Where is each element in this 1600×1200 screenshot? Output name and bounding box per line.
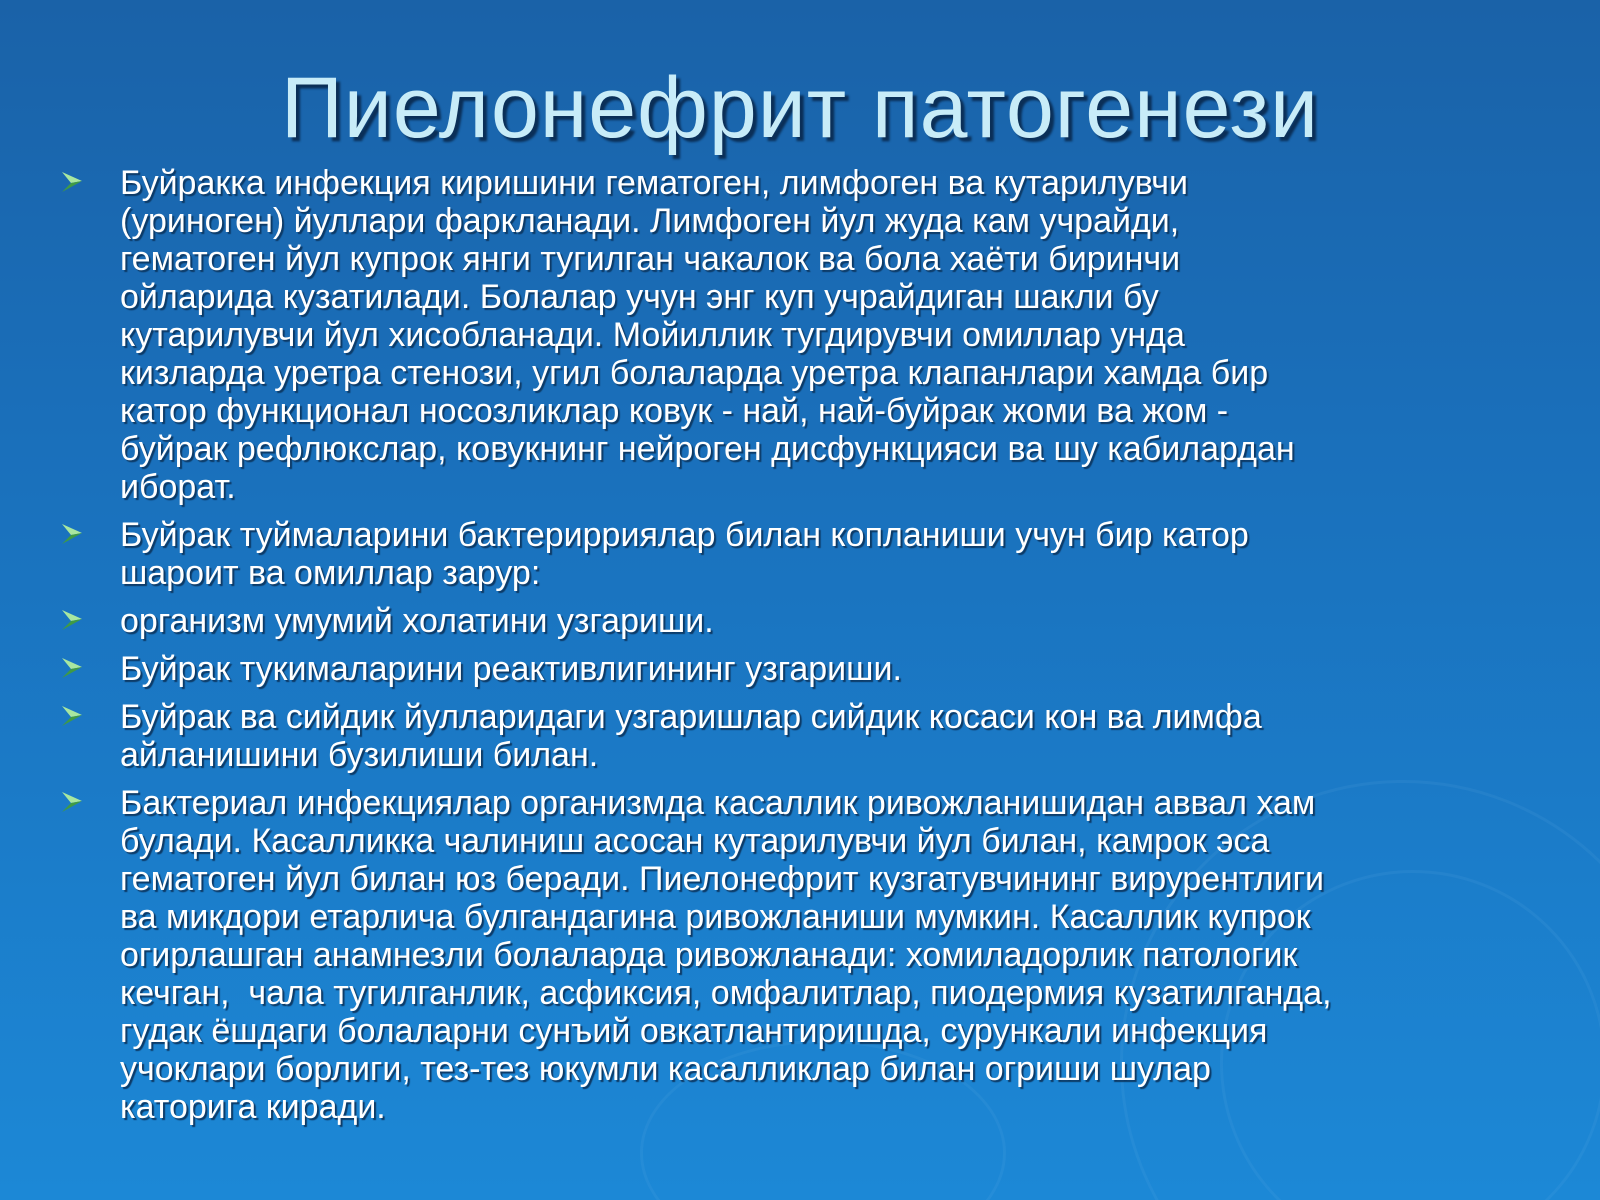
bullet-line: кутарилувчи йул хисобланади. Мойиллик тугдирувчи омиллар унда [120,316,1185,354]
bullet-line: кизларда уретра стенози, угил болаларда уретра клапанлари хамда бир [120,354,1269,392]
bullet-line: учоклари борлиги, тез-тез юкумли касалликлар билан огриши шулар [120,1050,1211,1088]
bullet-line: буйрак рефлюкслар, ковукнинг нейроген дисфункцияси ва шу кабилардан [120,430,1295,468]
bullet-line: Буйракка инфекция киришини гематоген, лимфоген ва кутарилувчи [120,164,1189,202]
bullet-text [120,784,1560,1126]
bullet-line: Бактериал инфекциялар организмда касаллик ривожланишидан аввал хам [120,784,1316,822]
bullet-line: ва микдори етарлича булгандагина ривожланиши мумкин. Касаллик купрок [120,898,1311,936]
bullet-line: иборат. [120,468,236,506]
arrow-bullet-icon [60,790,84,814]
bullet-text [120,650,1560,688]
arrow-bullet-icon [60,656,84,680]
bullet-line: гематоген йул купрок янги тугилган чакалок ва бола хаёти биринчи [120,240,1181,278]
bullet-line: гудак ёшдаги болаларни сунъий овкатлантиришда, сурункали инфекция [120,1012,1268,1050]
bullet-line: булади. Касалликка чалиниш асосан кутарилувчи йул билан, камрок эса [120,822,1270,860]
bullet-line: (уриноген) йуллари фаркланади. Лимфоген йул жуда кам учрайди, [120,202,1180,240]
arrow-bullet-icon [60,704,84,728]
bullet-line: шароит ва омиллар зарур: [120,554,541,592]
bullet-line: огирлашган анамнезли болаларда ривожланади: хомиладорлик патологик [120,936,1298,974]
bullet-item [60,698,1560,774]
bullet-item [60,164,1560,506]
bullet-item [60,602,1560,640]
bullet-line: организм умумий холатини узгариши. [120,602,714,640]
slide-title: Пиелонефрит патогенези [280,60,1319,156]
bullet-line: Буйрак ва сийдик йулларидаги узгаришлар сийдик косаси кон ва лимфа [120,698,1262,736]
bullet-text [120,602,1560,640]
bullet-item [60,784,1560,1126]
bullet-line: гематоген йул билан юз беради. Пиелонефрит кузгатувчининг вирурентлиги [120,860,1325,898]
arrow-bullet-icon [60,170,84,194]
bullet-line: айланишини бузилиши билан. [120,736,599,774]
bullet-list [60,164,1560,1136]
bullet-line: кечган, чала тугилганлик, асфиксия, омфалитлар, пиодермия кузатилганда, [120,974,1332,1012]
bullet-line: Буйрак туймаларини бактерирриялар билан копланиши учун бир катор [120,516,1249,554]
bullet-line: каторига киради. [120,1088,386,1126]
arrow-bullet-icon [60,522,84,546]
bullet-line: ойларида кузатилади. Болалар учун энг куп учрайдиган шакли бу [120,278,1159,316]
bullet-text [120,164,1560,506]
bullet-text [120,698,1560,774]
bullet-item [60,650,1560,688]
arrow-bullet-icon [60,608,84,632]
bullet-line: Буйрак тукималарини реактивлигининг узгариши. [120,650,902,688]
bullet-item [60,516,1560,592]
bullet-text [120,516,1560,592]
bullet-line: катор функционал носозликлар ковук - най, най-буйрак жоми ва жом - [120,392,1229,430]
